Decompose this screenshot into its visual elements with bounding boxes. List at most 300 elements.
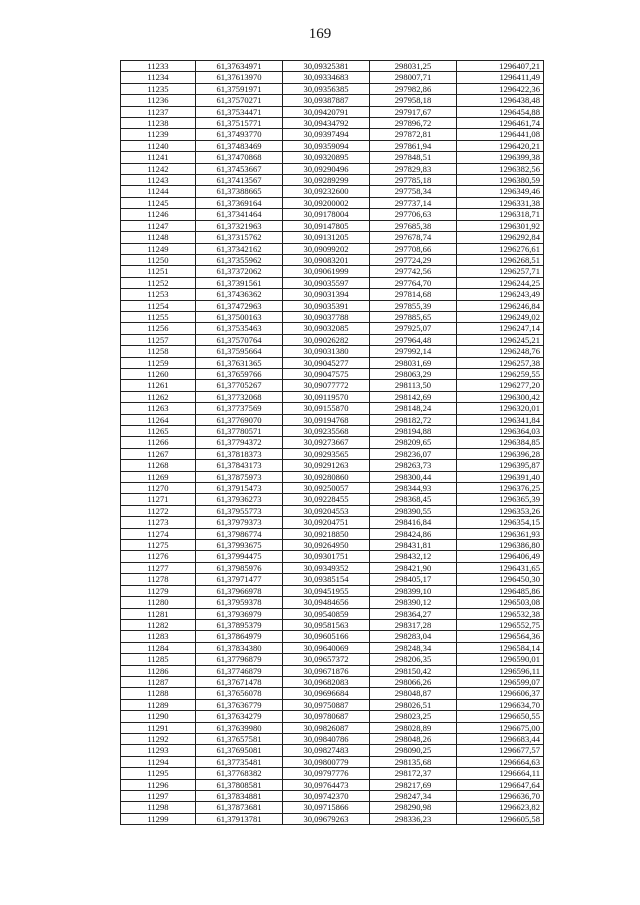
- latitude-cell: 61,37493770: [196, 129, 283, 140]
- point-number-cell: 11246: [121, 209, 196, 220]
- table-row: [121, 140, 544, 151]
- point-number-cell: 11258: [121, 346, 196, 357]
- table-row: [121, 448, 544, 459]
- x-coordinate-cell: 298031,69: [370, 357, 457, 368]
- longitude-cell: 30,09320895: [283, 152, 370, 163]
- table-row: [121, 494, 544, 505]
- longitude-cell: 30,09679263: [283, 813, 370, 824]
- x-coordinate-cell: 297678,74: [370, 232, 457, 243]
- point-number-cell: 11299: [121, 813, 196, 824]
- point-number-cell: 11292: [121, 733, 196, 744]
- table-row: [121, 631, 544, 642]
- point-number-cell: 11282: [121, 619, 196, 630]
- y-coordinate-cell: 1296246,84: [457, 300, 544, 311]
- longitude-cell: 30,09194768: [283, 414, 370, 425]
- x-coordinate-cell: 298248,34: [370, 642, 457, 653]
- y-coordinate-cell: 1296384,85: [457, 437, 544, 448]
- longitude-cell: 30,09826087: [283, 722, 370, 733]
- point-number-cell: 11257: [121, 334, 196, 345]
- x-coordinate-cell: 297848,51: [370, 152, 457, 163]
- coordinates-table: [120, 60, 544, 825]
- y-coordinate-cell: 1296438,48: [457, 95, 544, 106]
- y-coordinate-cell: 1296406,49: [457, 551, 544, 562]
- latitude-cell: 61,37895379: [196, 619, 283, 630]
- x-coordinate-cell: 298148,24: [370, 403, 457, 414]
- latitude-cell: 61,37631365: [196, 357, 283, 368]
- longitude-cell: 30,09434792: [283, 118, 370, 129]
- table-row: [121, 791, 544, 802]
- x-coordinate-cell: 297764,70: [370, 277, 457, 288]
- latitude-cell: 61,37695081: [196, 745, 283, 756]
- longitude-cell: 30,09032085: [283, 323, 370, 334]
- y-coordinate-cell: 1296636,70: [457, 791, 544, 802]
- point-number-cell: 11236: [121, 95, 196, 106]
- latitude-cell: 61,37936273: [196, 494, 283, 505]
- latitude-cell: 61,37470868: [196, 152, 283, 163]
- x-coordinate-cell: 298048,87: [370, 688, 457, 699]
- longitude-cell: 30,09640069: [283, 642, 370, 653]
- x-coordinate-cell: 298300,44: [370, 471, 457, 482]
- point-number-cell: 11269: [121, 471, 196, 482]
- y-coordinate-cell: 1296503,08: [457, 597, 544, 608]
- longitude-cell: 30,09451955: [283, 585, 370, 596]
- y-coordinate-cell: 1296300,42: [457, 391, 544, 402]
- x-coordinate-cell: 298336,23: [370, 813, 457, 824]
- longitude-cell: 30,09387887: [283, 95, 370, 106]
- point-number-cell: 11278: [121, 574, 196, 585]
- point-number-cell: 11235: [121, 83, 196, 94]
- table-row: [121, 756, 544, 767]
- y-coordinate-cell: 1296552,75: [457, 619, 544, 630]
- table-row: [121, 699, 544, 710]
- point-number-cell: 11274: [121, 528, 196, 539]
- point-number-cell: 11251: [121, 266, 196, 277]
- longitude-cell: 30,09293565: [283, 448, 370, 459]
- latitude-cell: 61,37780571: [196, 426, 283, 437]
- table-row: [121, 391, 544, 402]
- latitude-cell: 61,37873681: [196, 802, 283, 813]
- table-row: [121, 414, 544, 425]
- table-row: [121, 368, 544, 379]
- point-number-cell: 11252: [121, 277, 196, 288]
- y-coordinate-cell: 1296320,01: [457, 403, 544, 414]
- latitude-cell: 61,37875973: [196, 471, 283, 482]
- point-number-cell: 11240: [121, 140, 196, 151]
- y-coordinate-cell: 1296407,21: [457, 61, 544, 72]
- y-coordinate-cell: 1296376,25: [457, 483, 544, 494]
- x-coordinate-cell: 298283,04: [370, 631, 457, 642]
- y-coordinate-cell: 1296292,84: [457, 232, 544, 243]
- table-row: [121, 323, 544, 334]
- table-row: [121, 426, 544, 437]
- x-coordinate-cell: 298023,25: [370, 711, 457, 722]
- longitude-cell: 30,09218850: [283, 528, 370, 539]
- y-coordinate-cell: 1296461,74: [457, 118, 544, 129]
- point-number-cell: 11243: [121, 175, 196, 186]
- y-coordinate-cell: 1296420,21: [457, 140, 544, 151]
- point-number-cell: 11263: [121, 403, 196, 414]
- longitude-cell: 30,09047575: [283, 368, 370, 379]
- longitude-cell: 30,09540859: [283, 608, 370, 619]
- y-coordinate-cell: 1296331,38: [457, 197, 544, 208]
- point-number-cell: 11270: [121, 483, 196, 494]
- point-number-cell: 11281: [121, 608, 196, 619]
- x-coordinate-cell: 298031,25: [370, 61, 457, 72]
- x-coordinate-cell: 297742,56: [370, 266, 457, 277]
- x-coordinate-cell: 298142,69: [370, 391, 457, 402]
- longitude-cell: 30,09420791: [283, 106, 370, 117]
- latitude-cell: 61,37994475: [196, 551, 283, 562]
- x-coordinate-cell: 298263,73: [370, 460, 457, 471]
- longitude-cell: 30,09204751: [283, 517, 370, 528]
- table-row: [121, 517, 544, 528]
- latitude-cell: 61,37570764: [196, 334, 283, 345]
- latitude-cell: 61,37979373: [196, 517, 283, 528]
- point-number-cell: 11254: [121, 300, 196, 311]
- y-coordinate-cell: 1296599,07: [457, 676, 544, 687]
- longitude-cell: 30,09031380: [283, 346, 370, 357]
- point-number-cell: 11267: [121, 448, 196, 459]
- latitude-cell: 61,37808581: [196, 779, 283, 790]
- table-row: [121, 300, 544, 311]
- point-number-cell: 11293: [121, 745, 196, 756]
- latitude-cell: 61,37634971: [196, 61, 283, 72]
- table-row: [121, 665, 544, 676]
- latitude-cell: 61,37735481: [196, 756, 283, 767]
- longitude-cell: 30,09742370: [283, 791, 370, 802]
- latitude-cell: 61,37936979: [196, 608, 283, 619]
- longitude-cell: 30,09291263: [283, 460, 370, 471]
- latitude-cell: 61,37639980: [196, 722, 283, 733]
- latitude-cell: 61,37993675: [196, 540, 283, 551]
- longitude-cell: 30,09657372: [283, 654, 370, 665]
- table-row: [121, 722, 544, 733]
- y-coordinate-cell: 1296431,65: [457, 562, 544, 573]
- y-coordinate-cell: 1296243,49: [457, 289, 544, 300]
- latitude-cell: 61,37732068: [196, 391, 283, 402]
- table-row: [121, 220, 544, 231]
- longitude-cell: 30,09264950: [283, 540, 370, 551]
- longitude-cell: 30,09083201: [283, 254, 370, 265]
- longitude-cell: 30,09840786: [283, 733, 370, 744]
- longitude-cell: 30,09385154: [283, 574, 370, 585]
- latitude-cell: 61,37746879: [196, 665, 283, 676]
- x-coordinate-cell: 297917,67: [370, 106, 457, 117]
- point-number-cell: 11286: [121, 665, 196, 676]
- x-coordinate-cell: 298431,81: [370, 540, 457, 551]
- table-row: [121, 346, 544, 357]
- y-coordinate-cell: 1296248,76: [457, 346, 544, 357]
- x-coordinate-cell: 298416,84: [370, 517, 457, 528]
- latitude-cell: 61,37794372: [196, 437, 283, 448]
- x-coordinate-cell: 297706,63: [370, 209, 457, 220]
- x-coordinate-cell: 297724,29: [370, 254, 457, 265]
- x-coordinate-cell: 298432,12: [370, 551, 457, 562]
- y-coordinate-cell: 1296247,14: [457, 323, 544, 334]
- y-coordinate-cell: 1296249,02: [457, 311, 544, 322]
- y-coordinate-cell: 1296677,57: [457, 745, 544, 756]
- x-coordinate-cell: 297885,65: [370, 311, 457, 322]
- table-row: [121, 289, 544, 300]
- point-number-cell: 11249: [121, 243, 196, 254]
- x-coordinate-cell: 298182,72: [370, 414, 457, 425]
- table-row: [121, 437, 544, 448]
- y-coordinate-cell: 1296605,58: [457, 813, 544, 824]
- point-number-cell: 11280: [121, 597, 196, 608]
- point-number-cell: 11261: [121, 380, 196, 391]
- latitude-cell: 61,37391561: [196, 277, 283, 288]
- latitude-cell: 61,37315762: [196, 232, 283, 243]
- latitude-cell: 61,37595664: [196, 346, 283, 357]
- point-number-cell: 11285: [121, 654, 196, 665]
- y-coordinate-cell: 1296450,30: [457, 574, 544, 585]
- table-row: [121, 254, 544, 265]
- longitude-cell: 30,09484656: [283, 597, 370, 608]
- table-row: [121, 608, 544, 619]
- x-coordinate-cell: 298209,65: [370, 437, 457, 448]
- table-row: [121, 163, 544, 174]
- x-coordinate-cell: 298113,50: [370, 380, 457, 391]
- point-number-cell: 11283: [121, 631, 196, 642]
- y-coordinate-cell: 1296257,38: [457, 357, 544, 368]
- latitude-cell: 61,37769070: [196, 414, 283, 425]
- point-number-cell: 11279: [121, 585, 196, 596]
- x-coordinate-cell: 297964,48: [370, 334, 457, 345]
- x-coordinate-cell: 297758,34: [370, 186, 457, 197]
- latitude-cell: 61,37843173: [196, 460, 283, 471]
- y-coordinate-cell: 1296391,40: [457, 471, 544, 482]
- point-number-cell: 11247: [121, 220, 196, 231]
- x-coordinate-cell: 297992,14: [370, 346, 457, 357]
- longitude-cell: 30,09359094: [283, 140, 370, 151]
- latitude-cell: 61,37500163: [196, 311, 283, 322]
- x-coordinate-cell: 298007,71: [370, 72, 457, 83]
- longitude-cell: 30,09696684: [283, 688, 370, 699]
- y-coordinate-cell: 1296606,37: [457, 688, 544, 699]
- table-row: [121, 72, 544, 83]
- latitude-cell: 61,37915473: [196, 483, 283, 494]
- longitude-cell: 30,09045277: [283, 357, 370, 368]
- y-coordinate-cell: 1296380,59: [457, 175, 544, 186]
- point-number-cell: 11242: [121, 163, 196, 174]
- y-coordinate-cell: 1296664,11: [457, 768, 544, 779]
- y-coordinate-cell: 1296399,38: [457, 152, 544, 163]
- table-row: [121, 483, 544, 494]
- x-coordinate-cell: 297896,72: [370, 118, 457, 129]
- y-coordinate-cell: 1296318,71: [457, 209, 544, 220]
- table-row: [121, 106, 544, 117]
- latitude-cell: 61,37985976: [196, 562, 283, 573]
- x-coordinate-cell: 298317,28: [370, 619, 457, 630]
- page-number: 169: [308, 26, 332, 42]
- latitude-cell: 61,37656078: [196, 688, 283, 699]
- y-coordinate-cell: 1296354,15: [457, 517, 544, 528]
- point-number-cell: 11290: [121, 711, 196, 722]
- latitude-cell: 61,37955773: [196, 505, 283, 516]
- longitude-cell: 30,09037788: [283, 311, 370, 322]
- point-number-cell: 11291: [121, 722, 196, 733]
- x-coordinate-cell: 297829,83: [370, 163, 457, 174]
- table-row: [121, 334, 544, 345]
- latitude-cell: 61,37659766: [196, 368, 283, 379]
- longitude-cell: 30,09035391: [283, 300, 370, 311]
- latitude-cell: 61,37321963: [196, 220, 283, 231]
- point-number-cell: 11264: [121, 414, 196, 425]
- x-coordinate-cell: 298217,69: [370, 779, 457, 790]
- longitude-cell: 30,09204553: [283, 505, 370, 516]
- longitude-cell: 30,09119570: [283, 391, 370, 402]
- point-number-cell: 11289: [121, 699, 196, 710]
- x-coordinate-cell: 298390,12: [370, 597, 457, 608]
- table-row: [121, 209, 544, 220]
- coordinates-table-body: [121, 61, 544, 825]
- longitude-cell: 30,09031394: [283, 289, 370, 300]
- latitude-cell: 61,37591971: [196, 83, 283, 94]
- y-coordinate-cell: 1296683,44: [457, 733, 544, 744]
- latitude-cell: 61,37636779: [196, 699, 283, 710]
- point-number-cell: 11255: [121, 311, 196, 322]
- latitude-cell: 61,37515771: [196, 118, 283, 129]
- longitude-cell: 30,09035597: [283, 277, 370, 288]
- latitude-cell: 61,37613970: [196, 72, 283, 83]
- y-coordinate-cell: 1296454,88: [457, 106, 544, 117]
- latitude-cell: 61,37341464: [196, 209, 283, 220]
- y-coordinate-cell: 1296532,38: [457, 608, 544, 619]
- point-number-cell: 11276: [121, 551, 196, 562]
- longitude-cell: 30,09605166: [283, 631, 370, 642]
- point-number-cell: 11245: [121, 197, 196, 208]
- latitude-cell: 61,37671478: [196, 676, 283, 687]
- point-number-cell: 11284: [121, 642, 196, 653]
- latitude-cell: 61,37913781: [196, 813, 283, 824]
- y-coordinate-cell: 1296365,39: [457, 494, 544, 505]
- x-coordinate-cell: 298247,34: [370, 791, 457, 802]
- x-coordinate-cell: 297872,81: [370, 129, 457, 140]
- latitude-cell: 61,37534471: [196, 106, 283, 117]
- y-coordinate-cell: 1296411,49: [457, 72, 544, 83]
- point-number-cell: 11250: [121, 254, 196, 265]
- y-coordinate-cell: 1296245,21: [457, 334, 544, 345]
- x-coordinate-cell: 298150,42: [370, 665, 457, 676]
- y-coordinate-cell: 1296259,55: [457, 368, 544, 379]
- latitude-cell: 61,37657581: [196, 733, 283, 744]
- table-row: [121, 540, 544, 551]
- longitude-cell: 30,09228455: [283, 494, 370, 505]
- x-coordinate-cell: 298206,35: [370, 654, 457, 665]
- latitude-cell: 61,37864979: [196, 631, 283, 642]
- table-row: [121, 676, 544, 687]
- longitude-cell: 30,09250057: [283, 483, 370, 494]
- x-coordinate-cell: 297855,39: [370, 300, 457, 311]
- longitude-cell: 30,09099202: [283, 243, 370, 254]
- table-row: [121, 152, 544, 163]
- point-number-cell: 11256: [121, 323, 196, 334]
- table-row: [121, 642, 544, 653]
- y-coordinate-cell: 1296244,25: [457, 277, 544, 288]
- point-number-cell: 11260: [121, 368, 196, 379]
- longitude-cell: 30,09301751: [283, 551, 370, 562]
- y-coordinate-cell: 1296396,28: [457, 448, 544, 459]
- latitude-cell: 61,37986774: [196, 528, 283, 539]
- y-coordinate-cell: 1296341,84: [457, 414, 544, 425]
- x-coordinate-cell: 298290,98: [370, 802, 457, 813]
- point-number-cell: 11295: [121, 768, 196, 779]
- latitude-cell: 61,37436362: [196, 289, 283, 300]
- y-coordinate-cell: 1296664,63: [457, 756, 544, 767]
- x-coordinate-cell: 298405,17: [370, 574, 457, 585]
- longitude-cell: 30,09581563: [283, 619, 370, 630]
- x-coordinate-cell: 297861,94: [370, 140, 457, 151]
- table-row: [121, 688, 544, 699]
- longitude-cell: 30,09077772: [283, 380, 370, 391]
- longitude-cell: 30,09715866: [283, 802, 370, 813]
- latitude-cell: 61,37472963: [196, 300, 283, 311]
- x-coordinate-cell: 298048,26: [370, 733, 457, 744]
- x-coordinate-cell: 298236,07: [370, 448, 457, 459]
- latitude-cell: 61,37372062: [196, 266, 283, 277]
- y-coordinate-cell: 1296650,55: [457, 711, 544, 722]
- point-number-cell: 11248: [121, 232, 196, 243]
- table-row: [121, 779, 544, 790]
- table-row: [121, 186, 544, 197]
- table-row: [121, 460, 544, 471]
- table-row: [121, 311, 544, 322]
- latitude-cell: 61,37453667: [196, 163, 283, 174]
- y-coordinate-cell: 1296386,80: [457, 540, 544, 551]
- y-coordinate-cell: 1296647,64: [457, 779, 544, 790]
- longitude-cell: 30,09671876: [283, 665, 370, 676]
- point-number-cell: 11239: [121, 129, 196, 140]
- y-coordinate-cell: 1296590,01: [457, 654, 544, 665]
- table-row: [121, 175, 544, 186]
- y-coordinate-cell: 1296564,36: [457, 631, 544, 642]
- point-number-cell: 11253: [121, 289, 196, 300]
- y-coordinate-cell: 1296364,03: [457, 426, 544, 437]
- x-coordinate-cell: 298421,90: [370, 562, 457, 573]
- latitude-cell: 61,37818373: [196, 448, 283, 459]
- y-coordinate-cell: 1296349,46: [457, 186, 544, 197]
- longitude-cell: 30,09334683: [283, 72, 370, 83]
- point-number-cell: 11241: [121, 152, 196, 163]
- longitude-cell: 30,09200002: [283, 197, 370, 208]
- longitude-cell: 30,09290496: [283, 163, 370, 174]
- longitude-cell: 30,09827483: [283, 745, 370, 756]
- table-row: [121, 403, 544, 414]
- longitude-cell: 30,09750887: [283, 699, 370, 710]
- longitude-cell: 30,09325381: [283, 61, 370, 72]
- x-coordinate-cell: 298344,93: [370, 483, 457, 494]
- point-number-cell: 11294: [121, 756, 196, 767]
- table-row: [121, 357, 544, 368]
- y-coordinate-cell: 1296441,08: [457, 129, 544, 140]
- table-row: [121, 768, 544, 779]
- point-number-cell: 11271: [121, 494, 196, 505]
- x-coordinate-cell: 298026,51: [370, 699, 457, 710]
- table-row: [121, 266, 544, 277]
- longitude-cell: 30,09797776: [283, 768, 370, 779]
- latitude-cell: 61,37834881: [196, 791, 283, 802]
- point-number-cell: 11265: [121, 426, 196, 437]
- y-coordinate-cell: 1296257,71: [457, 266, 544, 277]
- y-coordinate-cell: 1296634,70: [457, 699, 544, 710]
- latitude-cell: 61,37413567: [196, 175, 283, 186]
- latitude-cell: 61,37369164: [196, 197, 283, 208]
- longitude-cell: 30,09061999: [283, 266, 370, 277]
- longitude-cell: 30,09147805: [283, 220, 370, 231]
- point-number-cell: 11288: [121, 688, 196, 699]
- latitude-cell: 61,37959378: [196, 597, 283, 608]
- point-number-cell: 11268: [121, 460, 196, 471]
